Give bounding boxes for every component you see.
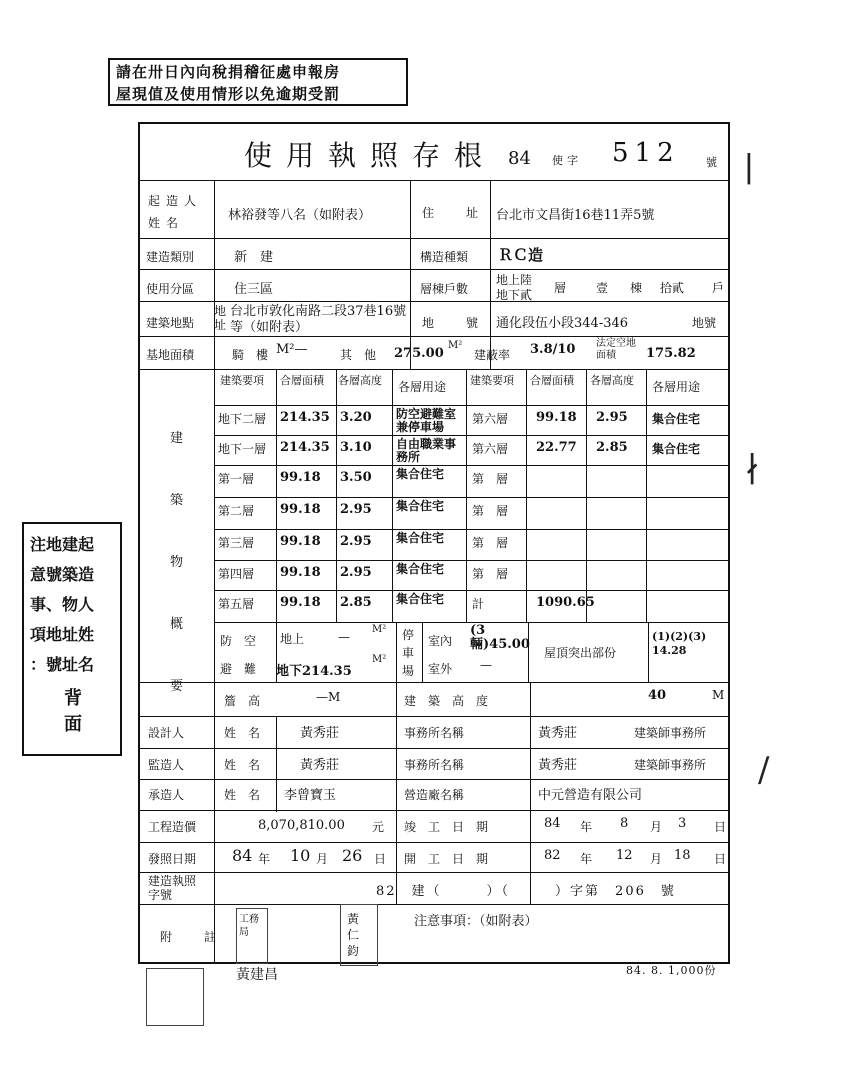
contractor-name: 李曾寶玉 xyxy=(284,788,337,803)
open-space-label: 法定空地面積 xyxy=(596,338,636,361)
floor-use: 防空避難室兼停車場 xyxy=(396,407,457,434)
side-note-box xyxy=(22,522,122,756)
print-date: 84. 8. 1,000份 xyxy=(626,964,717,977)
side-note-line: 注地建起 xyxy=(30,535,95,554)
floor-name: 第一層 xyxy=(218,472,255,486)
open-space-value: 175.82 xyxy=(646,346,696,361)
header-item: 建築要項 xyxy=(220,374,264,387)
contractor-name-label: 姓 名 xyxy=(224,788,261,802)
shelter-below: 地下214.35 xyxy=(276,664,352,679)
zone-label: 使用分區 xyxy=(146,282,195,296)
floor-name-right: 第 層 xyxy=(472,536,509,550)
issue-day: 26 xyxy=(342,846,363,865)
signature-stamp-2: 黃仁鈞 xyxy=(340,904,378,966)
title-year: 84 xyxy=(508,148,531,169)
side-note-line: 事、物人 xyxy=(30,595,95,614)
lot-label-2: 號 xyxy=(466,316,479,330)
floor-area-right: 1090.65 xyxy=(536,595,595,610)
building-height-value: 40 xyxy=(648,688,667,703)
structure-label: 構造種類 xyxy=(420,250,469,264)
handwriting-marks: ∣ ∤ ∕ xyxy=(744,150,770,790)
floor-height-right: 2.85 xyxy=(596,440,628,455)
contractor-company-label: 營造廠名稱 xyxy=(404,788,465,802)
structure-value: ＲＣ造 xyxy=(498,246,544,264)
building-height-unit: M xyxy=(712,688,725,702)
done-year: 84 xyxy=(544,816,561,831)
floor-name-right: 計 xyxy=(472,597,485,611)
floor-area: 214.35 xyxy=(280,440,330,455)
hu-label: 戶 xyxy=(712,281,725,295)
tax-notice-stamp xyxy=(108,58,408,106)
done-year-unit: 年 xyxy=(580,820,593,834)
indoor-label: 室內 xyxy=(428,634,453,648)
designer-office: 黃秀莊 xyxy=(538,726,578,741)
build-type-label: 建造類別 xyxy=(146,250,195,264)
floors-below: 地下貳 xyxy=(496,288,533,302)
issue-month-unit: 月 xyxy=(316,852,329,866)
parking-label: 停車場 xyxy=(402,628,415,678)
base-area-label: 基地面積 xyxy=(146,348,195,362)
supervisor-name: 黃秀莊 xyxy=(300,758,340,773)
build-type-value: 新 建 xyxy=(234,250,274,265)
header-use: 各層用途 xyxy=(398,380,447,394)
floor-area: 99.18 xyxy=(280,470,321,485)
start-day: 18 xyxy=(674,848,691,863)
floor-area-right: 22.77 xyxy=(536,440,577,455)
floor-name-right: 第 層 xyxy=(472,567,509,581)
floor-name-right: 第六層 xyxy=(472,412,509,426)
done-day: 3 xyxy=(678,816,687,831)
floor-use: 集合住宅 xyxy=(396,592,445,606)
lot-value: 通化段伍小段344-346 xyxy=(496,316,629,331)
floor-height: 2.95 xyxy=(340,502,372,517)
header-area-right: 合層面積 xyxy=(530,374,574,387)
cost-label: 工程造價 xyxy=(148,820,197,834)
floor-height: 3.20 xyxy=(340,410,372,425)
dong-value: 壹 xyxy=(596,281,609,295)
floor-name: 第二層 xyxy=(218,504,255,518)
side-note-line: 意號築造 xyxy=(30,565,95,584)
header-item-right: 建築要項 xyxy=(470,374,514,387)
floor-height-right: 2.95 xyxy=(596,410,628,425)
lot-label: 地 xyxy=(422,316,435,330)
done-label: 竣工日期 xyxy=(404,820,501,834)
floor-use: 集合住宅 xyxy=(396,531,445,545)
floor-use-right: 集合住宅 xyxy=(652,442,701,456)
designer-office-suffix: 建築師事務所 xyxy=(634,726,707,740)
floors-above: 地上陸 xyxy=(496,273,533,287)
start-label: 開工日期 xyxy=(404,852,501,866)
side-note-line: ：號址名 xyxy=(30,655,95,674)
header-use-right: 各層用途 xyxy=(652,380,701,394)
document-title: 使用執照存根 xyxy=(244,139,497,172)
cost-value: 8,070,810.00 xyxy=(258,818,345,833)
floor-area-right: 99.18 xyxy=(536,410,577,425)
title-hao: 號 xyxy=(706,156,717,169)
owner-name: 林裕發等八名（如附表） xyxy=(228,208,372,223)
floor-name: 第五層 xyxy=(218,597,255,611)
floor-name-right: 第六層 xyxy=(472,442,509,456)
notice-line-2: 屋現值及使用情形以免逾期受罰 xyxy=(116,85,341,103)
issue-month: 10 xyxy=(290,846,311,865)
roof-label: 屋頂突出部份 xyxy=(544,646,617,660)
supervisor-office: 黃秀莊 xyxy=(538,758,578,773)
shelter-label-1: 防 空 xyxy=(220,634,257,648)
site-side-label: 地址 xyxy=(214,304,227,332)
floor-height: 2.95 xyxy=(340,565,372,580)
floor-use: 自由職業事務所 xyxy=(396,437,457,464)
title-row xyxy=(140,124,728,181)
designer-label: 設計人 xyxy=(148,726,185,740)
eaves-value: —M xyxy=(316,690,341,704)
header-height: 各層高度 xyxy=(338,374,382,387)
supervisor-label: 監造人 xyxy=(148,758,185,772)
eaves-label: 簷 高 xyxy=(224,694,261,708)
coverage-value: 3.8/10 xyxy=(530,342,576,357)
other-unit: M² xyxy=(448,340,463,351)
done-month-unit: 月 xyxy=(650,820,663,834)
cost-unit: 元 xyxy=(372,820,385,834)
remarks-notes: 注意事項：（如附表） xyxy=(414,914,538,929)
floors-label: 層棟戶數 xyxy=(420,282,469,296)
shelter-unit-2: M² xyxy=(372,654,387,665)
owner-address: 台北市文昌街16巷11弄5號 xyxy=(496,208,655,223)
indoor-value: (3輛)45.00 xyxy=(470,623,530,652)
site-label: 建築地點 xyxy=(146,316,195,330)
building-summary-label: 建 築 物 概 要 xyxy=(170,431,184,694)
done-day-unit: 日 xyxy=(714,820,727,834)
floor-height: 3.10 xyxy=(340,440,372,455)
header-height-right: 各層高度 xyxy=(590,374,634,387)
start-year-unit: 年 xyxy=(580,852,593,866)
floor-name: 第四層 xyxy=(218,567,255,581)
start-day-unit: 日 xyxy=(714,852,727,866)
designer-name-label: 姓 名 xyxy=(224,726,261,740)
hu-value: 拾貳 xyxy=(660,281,685,295)
issue-year: 84 xyxy=(232,846,253,865)
site-address: 台北市敦化南路二段37巷16號等（如附表） xyxy=(230,304,407,335)
designer-name: 黃秀莊 xyxy=(300,726,340,741)
notice-line-1: 請在卅日內向稅捐稽征處申報房 xyxy=(116,63,341,81)
other-value: 275.00 xyxy=(394,346,444,361)
arcade-value: M²— xyxy=(276,342,308,357)
floor-area: 214.35 xyxy=(280,410,330,425)
floor-height: 2.85 xyxy=(340,595,372,610)
start-month: 12 xyxy=(616,848,633,863)
floor-name-right: 第 層 xyxy=(472,472,509,486)
coverage-label: 建蔽率 xyxy=(474,348,511,362)
outdoor-value: — xyxy=(480,658,492,672)
floor-name-right: 第 層 xyxy=(472,504,509,518)
done-month: 8 xyxy=(620,816,629,831)
floor-name: 第三層 xyxy=(218,536,255,550)
owner-label: 起造人 姓名 xyxy=(148,194,203,230)
issue-day-unit: 日 xyxy=(374,852,387,866)
permit-number-line: 82 建（ ）（ ）字第 206 號 xyxy=(376,884,676,899)
roof-value: (1)(2)(3) 14.28 xyxy=(652,630,707,657)
designer-office-label: 事務所名稱 xyxy=(404,726,465,740)
contractor-label: 承造人 xyxy=(148,788,185,802)
seal-stamp xyxy=(146,968,204,1026)
floor-area: 99.18 xyxy=(280,534,321,549)
outdoor-label: 室外 xyxy=(428,662,453,676)
contractor-company: 中元營造有限公司 xyxy=(538,788,643,803)
supervisor-name-label: 姓 名 xyxy=(224,758,261,772)
arcade-label: 騎 樓 xyxy=(232,348,269,362)
start-month-unit: 月 xyxy=(650,852,663,866)
lot-suffix: 地號 xyxy=(692,316,717,330)
official-stamp: 工務局 xyxy=(236,908,268,964)
shelter-above-value: — xyxy=(338,630,350,644)
floor-area: 99.18 xyxy=(280,565,321,580)
remarks-label: 附 註 xyxy=(160,930,227,944)
signature-stamp-1: 黃建昌 xyxy=(236,967,278,983)
floor-area: 99.18 xyxy=(280,595,321,610)
floors-ceng: 層 xyxy=(554,281,567,295)
floor-use: 集合住宅 xyxy=(396,562,445,576)
side-note-line: 項地址姓 xyxy=(30,625,95,644)
floor-area: 99.18 xyxy=(280,502,321,517)
shelter-label-2: 避 難 xyxy=(220,662,257,676)
floor-name: 地下二層 xyxy=(218,412,267,426)
supervisor-office-suffix: 建築師事務所 xyxy=(634,758,707,772)
floor-use: 集合住宅 xyxy=(396,467,445,481)
floor-use-right: 集合住宅 xyxy=(652,412,701,426)
issue-label: 發照日期 xyxy=(148,852,197,866)
zone-value: 住三區 xyxy=(234,282,274,297)
permit-number: 512 xyxy=(612,138,680,168)
start-year: 82 xyxy=(544,848,561,863)
header-area: 合層面積 xyxy=(280,374,324,387)
dong-label: 棟 xyxy=(630,281,643,295)
floor-name: 地下一層 xyxy=(218,442,267,456)
supervisor-office-label: 事務所名稱 xyxy=(404,758,465,772)
side-note-back: 背面 xyxy=(64,688,82,735)
floor-use: 集合住宅 xyxy=(396,499,445,513)
issue-year-unit: 年 xyxy=(258,852,271,866)
floor-height: 3.50 xyxy=(340,470,372,485)
address-label: 住 xyxy=(422,206,435,220)
address-label-2: 址 xyxy=(466,206,479,220)
shelter-unit: M² xyxy=(372,624,387,635)
building-height-label: 建 築 高 度 xyxy=(404,694,489,708)
shelter-above-label: 地上 xyxy=(280,632,305,646)
title-code: 使字 xyxy=(552,154,582,167)
permit-label: 建造執照 字號 xyxy=(148,874,197,902)
floor-height: 2.95 xyxy=(340,534,372,549)
other-label: 其 他 xyxy=(340,348,377,362)
